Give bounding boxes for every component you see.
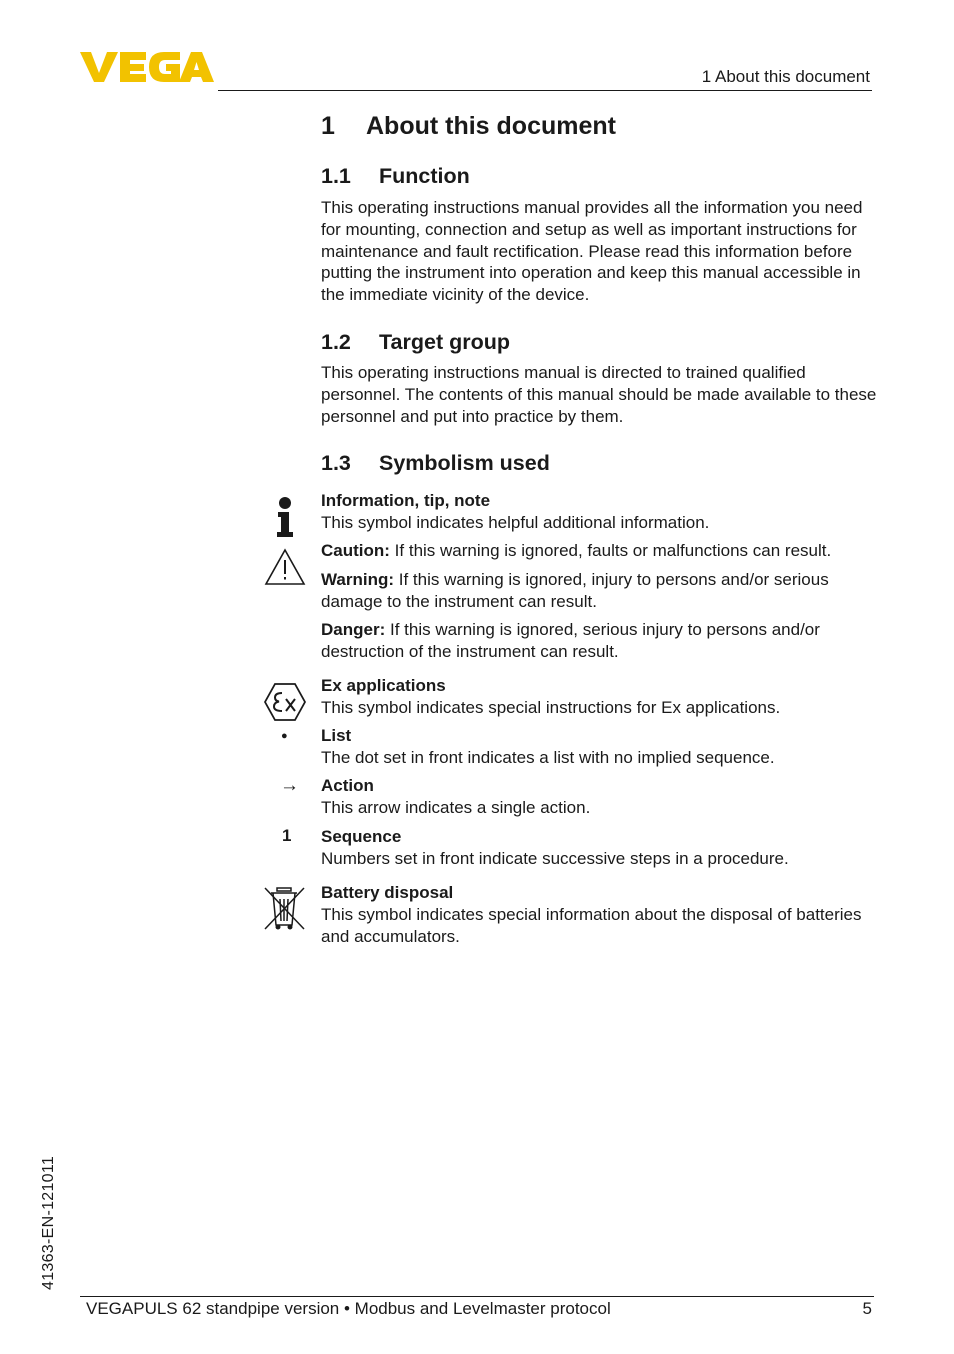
section-number: 1.2 bbox=[321, 330, 351, 354]
chapter-heading bbox=[321, 112, 616, 141]
running-header: 1 About this document bbox=[701, 67, 870, 86]
footer-rule bbox=[80, 1296, 874, 1297]
ex-title: Ex applications bbox=[321, 676, 446, 695]
section-title: Symbolism used bbox=[379, 451, 550, 475]
warning-entry bbox=[321, 569, 881, 613]
list-entry bbox=[321, 725, 881, 769]
section-number: 1.3 bbox=[321, 451, 351, 475]
vega-logo bbox=[80, 50, 214, 84]
target-group-body bbox=[321, 362, 881, 427]
section-heading-target-group bbox=[321, 330, 510, 355]
action-entry bbox=[321, 775, 881, 819]
crossed-bin-icon bbox=[262, 885, 308, 933]
header-rule bbox=[218, 90, 872, 91]
ex-text: This symbol indicates special instructions for Ex applications. bbox=[321, 697, 781, 717]
warning-triangle-icon bbox=[264, 548, 306, 586]
footer-product: VEGAPULS 62 standpipe version • Modbus and Levelmaster protocol bbox=[86, 1299, 611, 1318]
danger-text: If this warning is ignored, serious injury to persons and/or destruction of the instrument can result. bbox=[321, 620, 820, 661]
chapter-number: 1 bbox=[321, 112, 335, 140]
sequence-text: Numbers set in front indicate successive steps in a procedure. bbox=[321, 848, 789, 868]
section-title: Target group bbox=[379, 330, 510, 354]
action-title: Action bbox=[321, 776, 374, 795]
target-group-paragraph: This operating instructions manual is directed to trained qualified personnel. The contents of this manual should be made available to these personnel and put into practice by them. bbox=[321, 363, 877, 426]
section-heading-symbolism bbox=[321, 451, 550, 476]
warning-label: Warning: bbox=[321, 570, 395, 589]
ex-entry bbox=[321, 675, 881, 719]
battery-text: This symbol indicates special information about the disposal of batteries and accumulators. bbox=[321, 904, 862, 946]
caution-entry bbox=[321, 540, 881, 562]
function-body bbox=[321, 197, 881, 306]
danger-label: Danger: bbox=[321, 620, 386, 639]
list-text: The dot set in front indicates a list with no implied sequence. bbox=[321, 747, 775, 767]
sequence-number-marker: 1 bbox=[282, 826, 292, 845]
document-id: 41363-EN-121011 bbox=[40, 1155, 57, 1290]
list-bullet-icon: ● bbox=[281, 730, 288, 742]
list-title: List bbox=[321, 726, 352, 745]
action-arrow-icon: → bbox=[280, 775, 299, 796]
chapter-title: About this document bbox=[366, 112, 616, 140]
danger-entry bbox=[321, 619, 881, 663]
caution-text: If this warning is ignored, faults or malfunctions can result. bbox=[394, 541, 832, 560]
section-title: Function bbox=[379, 164, 470, 188]
warning-text: If this warning is ignored, injury to persons and/or serious damage to the instrument can result. bbox=[321, 570, 829, 611]
battery-entry bbox=[321, 882, 881, 947]
sequence-title: Sequence bbox=[321, 827, 402, 846]
info-entry bbox=[321, 490, 881, 534]
info-icon bbox=[272, 496, 298, 538]
info-text: This symbol indicates helpful additional information. bbox=[321, 512, 710, 532]
battery-title: Battery disposal bbox=[321, 883, 454, 902]
ex-hexagon-icon bbox=[264, 682, 306, 722]
section-number: 1.1 bbox=[321, 164, 351, 188]
function-paragraph: This operating instructions manual provides all the information you need for mounting, connection and setup as well as important instructions for maintenance and fault rectification. Please read this information before putting the instrument into operation and keep this manual accessible in the immediate vicinity of the device. bbox=[321, 198, 863, 305]
caution-label: Caution: bbox=[321, 541, 390, 560]
page-number: 5 bbox=[862, 1299, 872, 1318]
section-heading-function bbox=[321, 164, 470, 189]
sequence-entry bbox=[321, 826, 881, 870]
action-text: This arrow indicates a single action. bbox=[321, 797, 591, 817]
info-title: Information, tip, note bbox=[321, 491, 491, 510]
